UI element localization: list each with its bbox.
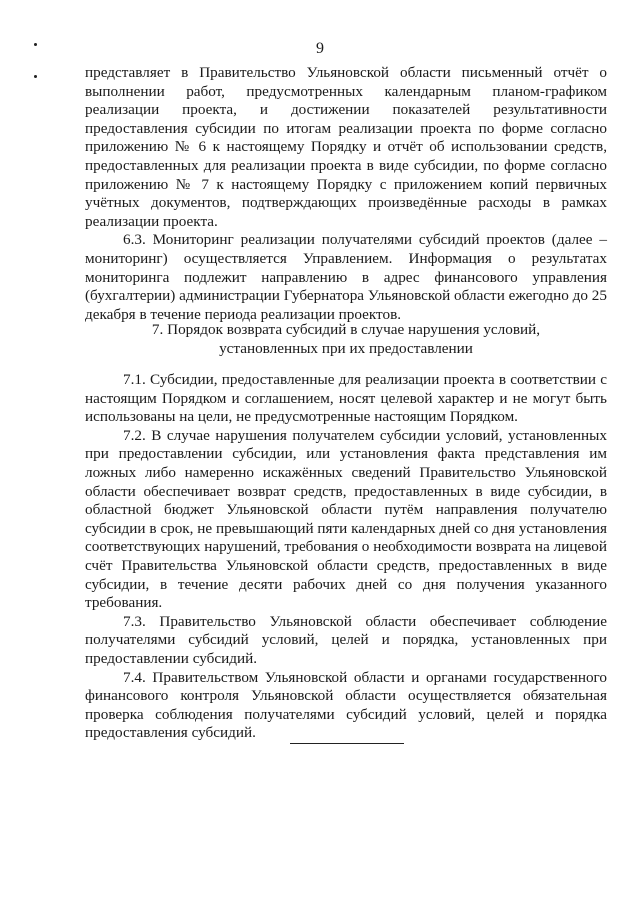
body-text-section-7 (85, 371, 607, 743)
paragraph-continuation: представляет в Правительство Ульяновской области письменный отчёт о выполнении работ, предусмотренных календарным планом-графиком реализации проекта, и достижении показателей результативности предоставления субсидии по итогам реализации проекта по форме согласно приложению № 6 к настоящему Порядку и отчёт об использовании средств, предоставленных для реализации проекта в виде субсидии, по форме согласно приложению № 7 к настоящему Порядку с приложением копий первичных учётных документов, подтверждающих произведённые расходы в рамках реализации проекта. (85, 64, 607, 230)
scan-mark (34, 75, 37, 78)
paragraph-7-3: 7.3. Правительство Ульяновской области обеспечивает соблюдение получателями субсидий условий, целей и порядка, установленных при предоставлении субсидий. (85, 612, 607, 667)
section-heading-line-2: установленных при их предоставлении (219, 340, 473, 357)
page-number: 9 (316, 40, 324, 57)
paragraph-6-3: 6.3. Мониторинг реализации получателями субсидий проектов (далее – мониторинг) осуществляется Управлением. Информация о результатах мониторинга подлежит направлению в адрес финансового управления (бухгалтерии) администрации Губернатора Ульяновской области ежегодно до 25 декабря в течение периода реализации проектов. (85, 231, 607, 323)
body-text-top (85, 64, 607, 324)
section-heading (85, 320, 607, 358)
section-heading-line-1: 7. Порядок возврата субсидий в случае нарушения условий, (151, 321, 541, 338)
end-of-document-rule (290, 743, 404, 744)
paragraph-7-2: 7.2. В случае нарушения получателем субсидии условий, установленных при предоставлении субсидии, или установления факта представления им ложных либо намеренно искажённых сведений Правительство Ульяновской области обеспечивает возврат средств, предоставленных в виде субсидии, в областной бюджет Ульяновской области путём направления получателю субсидии в срок, не превышающий пяти календарных дней со дня установления соответствующих нарушений, требования о необходимости возврата на лицевой счёт Правительства Ульяновской области средств, предоставленных в виде субсидии, в течение десяти рабочих дней со дня получения указанного требования. (85, 426, 607, 612)
paragraph-7-1: 7.1. Субсидии, предоставленные для реализации проекта в соответствии с настоящим Порядком и соглашением, носят целевой характер и не могут быть использованы на цели, не предусмотренные настоящим Порядком. (85, 371, 607, 426)
paragraph-7-4: 7.4. Правительством Ульяновской области и органами государственного финансового контроля Ульяновской области осуществляется обязательная проверка соблюдения получателями субсидий условий, целей и порядка предоставления субсидий. (85, 668, 607, 742)
